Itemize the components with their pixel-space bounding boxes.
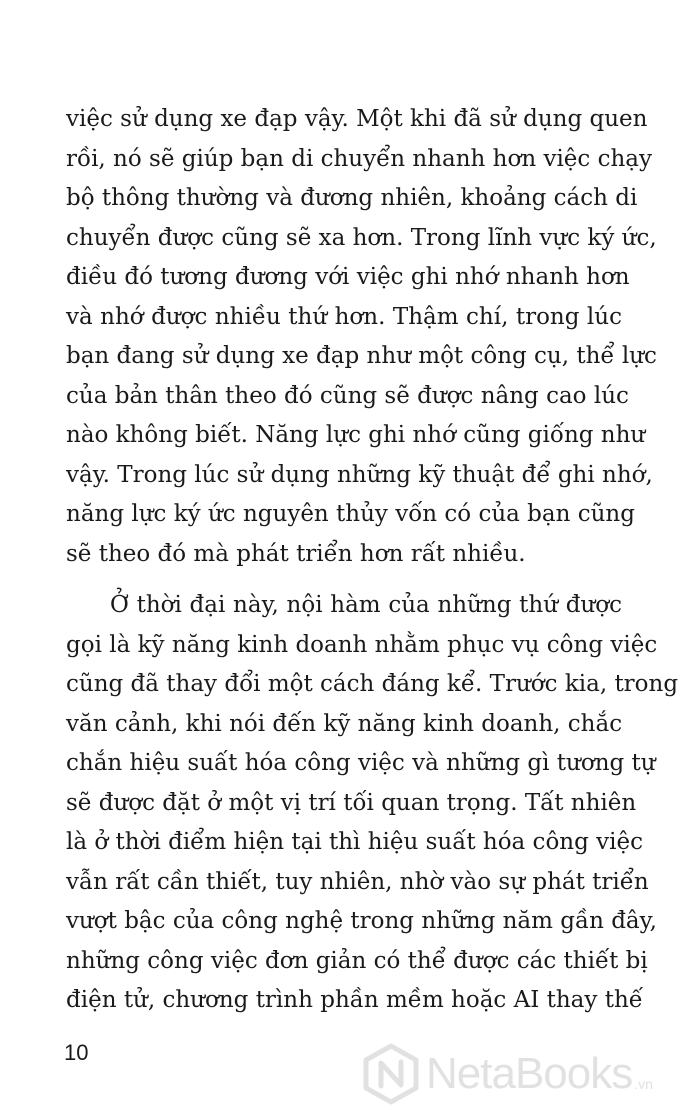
text-line: nào không biết. Năng lực ghi nhớ cũng giống như (66, 422, 646, 448)
text-line: chắn hiệu suất hóa công việc và những gì tương tự (66, 750, 656, 776)
text-line: của bản thân theo đó cũng sẽ được nâng cao lúc (66, 382, 629, 409)
text-line: điện tử, chương trình phần mềm hoặc AI thay thế (66, 987, 643, 1013)
paragraph-gap (66, 574, 622, 586)
page-number: 10 (64, 1040, 89, 1065)
netabooks-logo-icon (362, 1043, 420, 1105)
text-line: văn cảnh, khi nói đến kỹ năng kinh doanh, chắc (66, 710, 623, 737)
text-line: những công việc đơn giản có thể được các thiết bị (66, 947, 648, 974)
body-text (66, 100, 679, 1021)
text-line: vượt bậc của công nghệ trong những năm gần đây, (66, 908, 657, 934)
text-line: bộ thông thường và đương nhiên, khoảng cách di (66, 185, 638, 211)
text-line: chuyển được cũng sẽ xa hơn. Trong lĩnh vực ký ức, (66, 224, 657, 251)
text-line: vậy. Trong lúc sử dụng những kỹ thuật để ghi nhớ, (66, 461, 653, 488)
text-line: cũng đã thay đổi một cách đáng kể. Trước kia, trong (66, 671, 679, 697)
paragraph-1 (66, 100, 657, 574)
text-line: năng lực ký ức nguyên thủy vốn có của bạn cũng (66, 501, 635, 527)
text-line: việc sử dụng xe đạp vậy. Một khi đã sử dụng quen (66, 106, 648, 132)
watermark-suffix: .vn (634, 1076, 653, 1092)
text-line: và nhớ được nhiều thứ hơn. Thậm chí, trong lúc (66, 303, 622, 330)
text-line: rồi, nó sẽ giúp bạn di chuyển nhanh hơn việc chạy (66, 145, 653, 172)
text-line: vẫn rất cần thiết, tuy nhiên, nhờ vào sự phát triển (66, 868, 649, 895)
netabooks-watermark (362, 1042, 692, 1106)
text-line: điều đó tương đương với việc ghi nhớ nhanh hơn (66, 264, 630, 290)
text-line: Ở thời đại này, nội hàm của những thứ được (110, 592, 622, 618)
text-line: là ở thời điểm hiện tại thì hiệu suất hóa công việc (66, 829, 643, 855)
text-line: bạn đang sử dụng xe đạp như một công cụ, thể lực (66, 343, 657, 369)
paragraph-2 (66, 586, 679, 1021)
text-line: sẽ theo đó mà phát triển hơn rất nhiều. (66, 540, 526, 567)
text-line: gọi là kỹ năng kinh doanh nhằm phục vụ công việc (66, 631, 658, 658)
text-line: sẽ được đặt ở một vị trí tối quan trọng. Tất nhiên (66, 789, 637, 816)
watermark-brand: NetaBooks (426, 1049, 633, 1098)
